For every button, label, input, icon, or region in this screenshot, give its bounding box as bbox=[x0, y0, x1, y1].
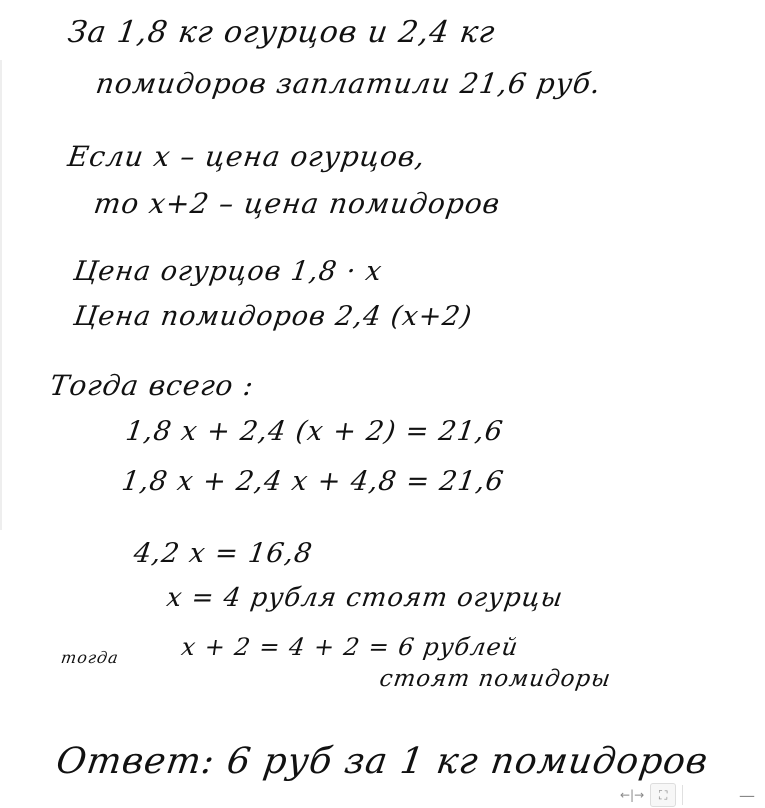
line-solution-x: x = 4 рубля стоят огурцы bbox=[164, 583, 566, 613]
fullscreen-icon[interactable]: ⛶ bbox=[650, 783, 676, 807]
line-then-x2: то x+2 – цена помидоров bbox=[91, 187, 503, 220]
line-problem-1: За 1,8 кг огурцов и 2,4 кг bbox=[65, 15, 498, 50]
minus-icon[interactable]: — bbox=[739, 785, 755, 805]
line-answer: Ответ: 6 руб за 1 кг помидоров bbox=[53, 741, 711, 782]
page-left-border bbox=[0, 60, 2, 530]
viewer-controls bbox=[620, 782, 765, 808]
line-equation-2: 1,8 x + 2,4 x + 4,8 = 21,6 bbox=[119, 466, 506, 497]
line-price-tomatoes: Цена помидоров 2,4 (x+2) bbox=[71, 301, 475, 332]
line-if-x: Если x – цена огурцов, bbox=[65, 140, 428, 173]
line-equation-1: 1,8 x + 2,4 (x + 2) = 21,6 bbox=[123, 416, 506, 447]
line-problem-2: помидоров заплатили 21,6 руб. bbox=[93, 67, 604, 100]
line-price-cucumbers: Цена огурцов 1,8 · x bbox=[71, 256, 385, 287]
line-cost-tomatoes: стоят помидоры bbox=[377, 666, 613, 692]
line-equation-3: 4,2 x = 16,8 bbox=[131, 538, 315, 569]
line-solution-x2: x + 2 = 4 + 2 = 6 рублей bbox=[179, 633, 521, 661]
line-then-small: тогда bbox=[59, 648, 121, 667]
controls-divider bbox=[682, 785, 683, 805]
line-total: Тогда всего : bbox=[47, 369, 257, 402]
fit-width-icon[interactable]: ←|→ bbox=[620, 788, 645, 802]
